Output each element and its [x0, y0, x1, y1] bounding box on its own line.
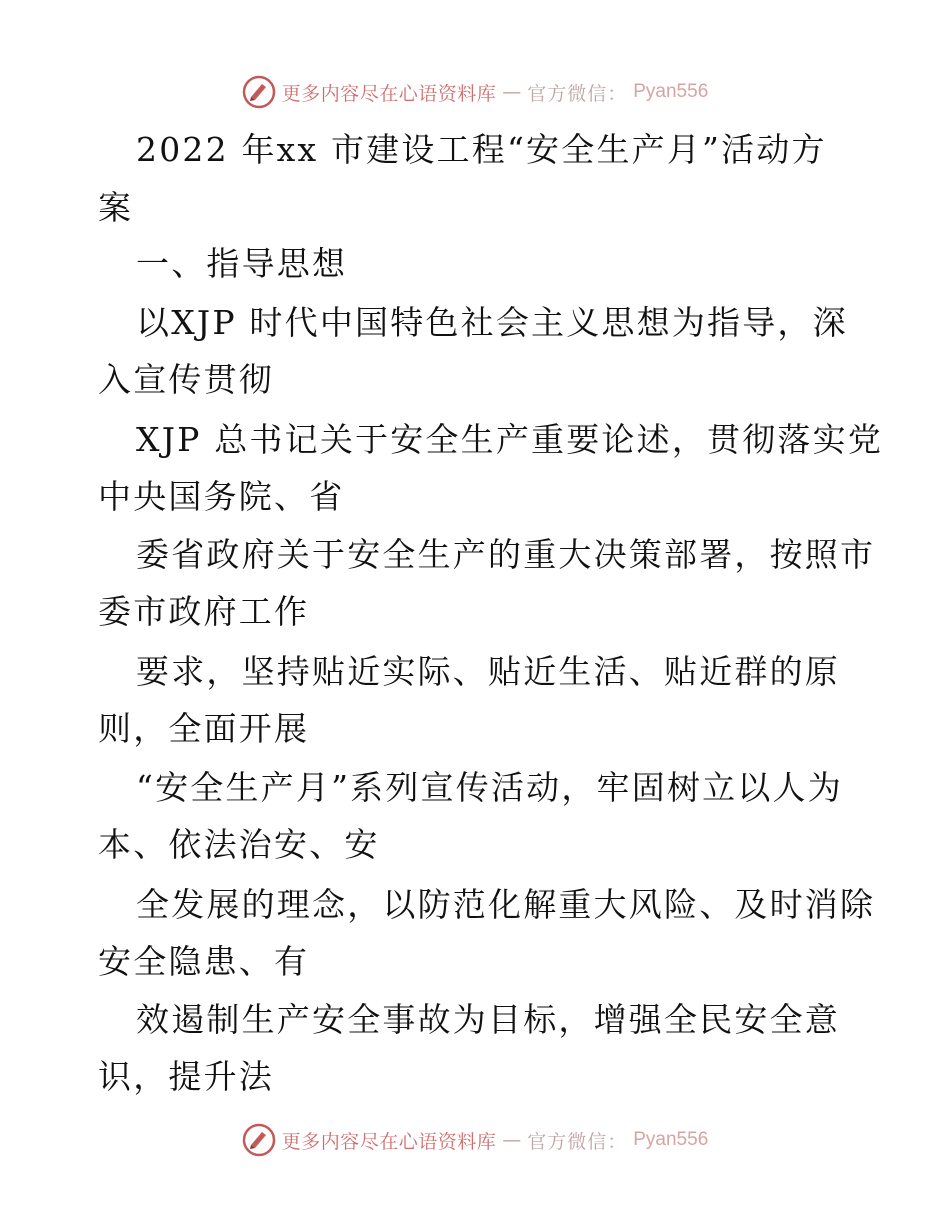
paragraph-line: 效遏制生产安全事故为目标，增强全民安全意	[136, 1000, 840, 1039]
header-watermark	[0, 72, 950, 112]
watermark-dash: —	[502, 1129, 522, 1151]
watermark-logo-icon	[242, 1123, 276, 1157]
paragraph-line: 中央国务院、省	[98, 477, 345, 516]
paragraph-line: XJP 总书记关于安全生产重要论述，贯彻落实党	[136, 420, 884, 459]
watermark-brand: 更多内容尽在心语资料库	[281, 1130, 497, 1153]
paragraph-line: 要求，坚持贴近实际、贴近生活、贴近群的原	[136, 652, 840, 691]
document-title-line-2: 案	[98, 188, 134, 227]
paragraph-line: 全发展的理念，以防范化解重大风险、及时消除	[136, 885, 876, 924]
watermark-dash: —	[502, 81, 522, 103]
section-heading: 一、指导思想	[136, 244, 348, 283]
paragraph-line: 本、依法治安、安	[98, 825, 380, 864]
paragraph-line: 以XJP 时代中国特色社会主义思想为指导，深	[136, 303, 848, 342]
paragraph-line: 则，全面开展	[98, 709, 310, 748]
document-title-line-1: 2022 年xx 市建设工程“安全生产月”活动方	[136, 130, 827, 169]
paragraph-line: 入宣传贯彻	[98, 360, 274, 399]
paragraph-line: “安全生产月”系列宣传活动，牢固树立以人为	[136, 768, 843, 807]
footer-watermark	[0, 1120, 950, 1160]
watermark-brand: 更多内容尽在心语资料库	[281, 82, 497, 105]
watermark-official-label: 官方微信：	[527, 82, 628, 105]
paragraph-line: 委市政府工作	[98, 592, 310, 631]
watermark-official-label: 官方微信：	[527, 1130, 628, 1153]
watermark-wechat-id: Pyan556	[633, 1129, 709, 1150]
watermark-wechat-id: Pyan556	[633, 81, 709, 102]
paragraph-line: 委省政府关于安全生产的重大决策部署，按照市	[136, 535, 876, 574]
paragraph-line: 安全隐患、有	[98, 942, 310, 981]
watermark-logo-icon	[242, 75, 276, 109]
paragraph-line: 识，提升法	[98, 1057, 274, 1096]
